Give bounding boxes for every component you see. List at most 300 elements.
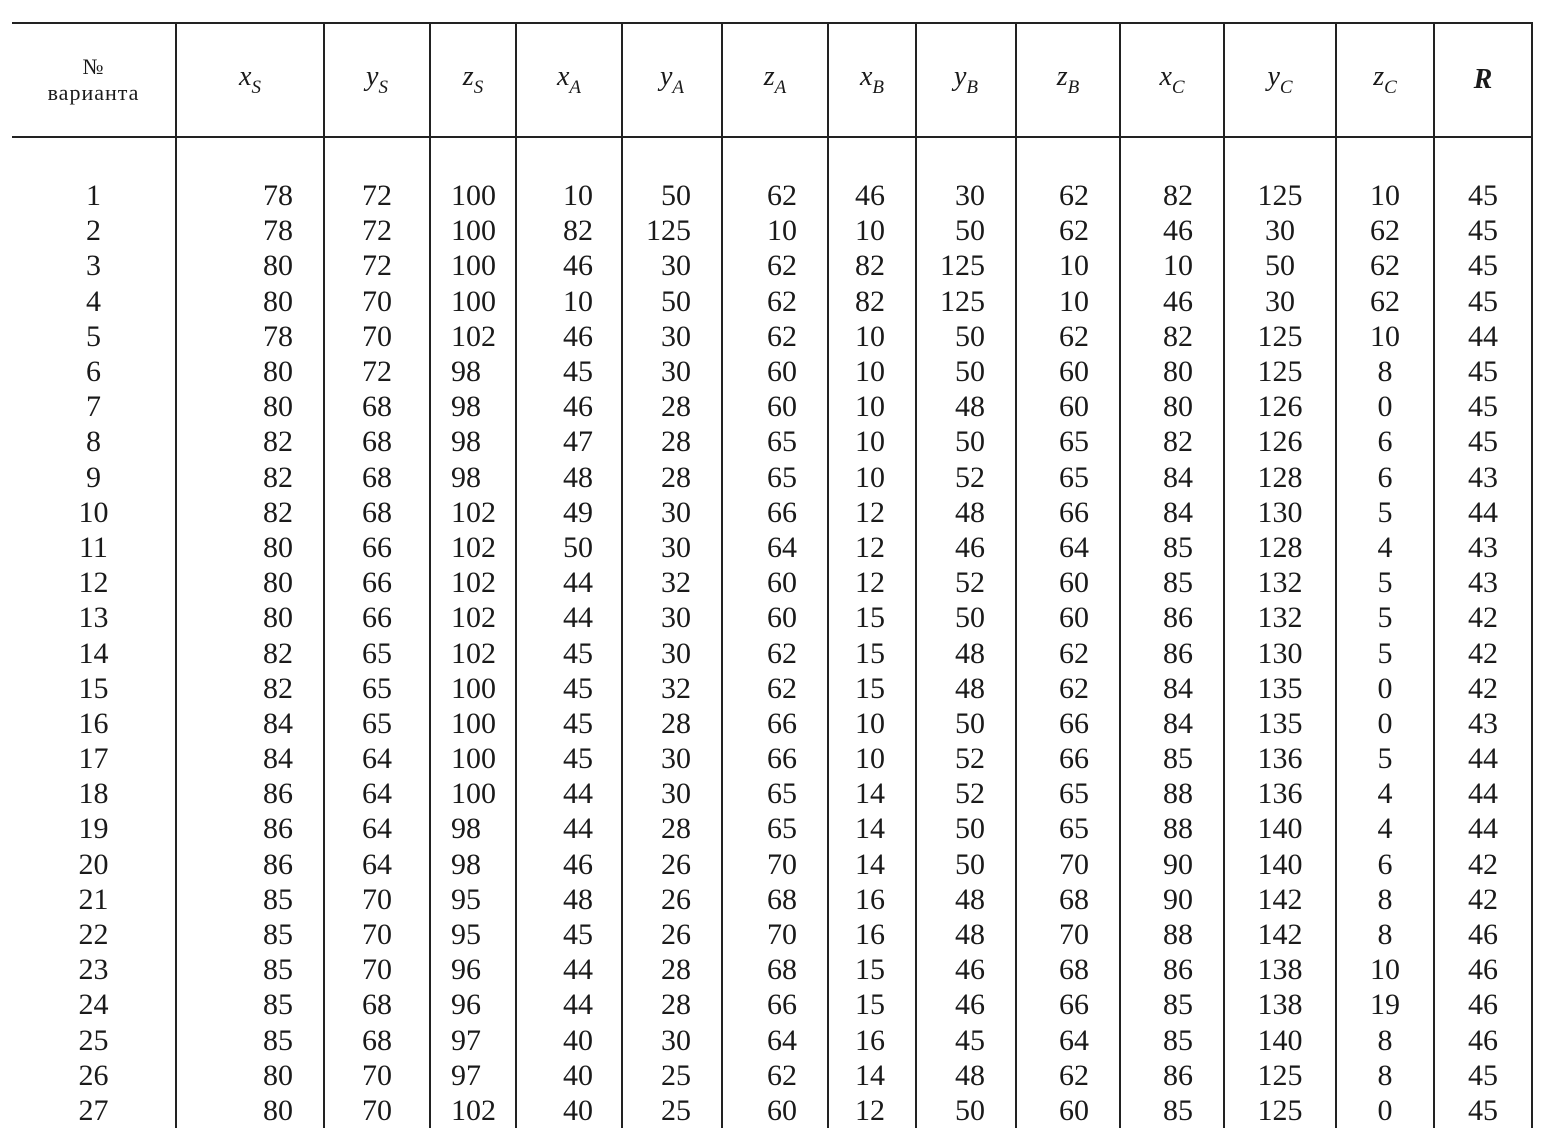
table-cell: 16 bbox=[828, 1023, 916, 1058]
table-cell: 80 bbox=[176, 248, 324, 283]
table-cell: 50 bbox=[516, 530, 622, 565]
table-cell: 70 bbox=[324, 917, 430, 952]
table-cell: 52 bbox=[916, 565, 1016, 600]
table-cell: 15 bbox=[828, 635, 916, 670]
table-cell: 46 bbox=[1434, 987, 1532, 1022]
table-cell: 66 bbox=[722, 495, 828, 530]
table-cell: 126 bbox=[1224, 389, 1336, 424]
table-row bbox=[12, 952, 1532, 987]
table-cell: 128 bbox=[1224, 460, 1336, 495]
table-cell: 85 bbox=[176, 1023, 324, 1058]
table-cell: 52 bbox=[916, 776, 1016, 811]
table-cell: 45 bbox=[1434, 248, 1532, 283]
table-cell: 10 bbox=[516, 284, 622, 319]
table-cell: 64 bbox=[1016, 1023, 1120, 1058]
table-cell: 140 bbox=[1224, 1023, 1336, 1058]
header-subscript: C bbox=[1384, 77, 1397, 98]
table-cell: 10 bbox=[828, 741, 916, 776]
table-cell: 10 bbox=[722, 213, 828, 248]
table-cell: 65 bbox=[1016, 424, 1120, 459]
table-cell: 6 bbox=[1336, 460, 1434, 495]
table-cell: 32 bbox=[622, 565, 722, 600]
table-cell: 45 bbox=[1434, 389, 1532, 424]
table-cell: 42 bbox=[1434, 635, 1532, 670]
table-cell: 60 bbox=[1016, 565, 1120, 600]
table-cell: 10 bbox=[1336, 137, 1434, 213]
table-cell: 80 bbox=[176, 354, 324, 389]
table-cell: 96 bbox=[430, 987, 516, 1022]
table-cell: 50 bbox=[916, 600, 1016, 635]
table-cell: 62 bbox=[1016, 213, 1120, 248]
table-cell: 70 bbox=[324, 319, 430, 354]
header-symbol: y bbox=[1267, 61, 1280, 92]
table-cell: 14 bbox=[828, 847, 916, 882]
table-cell: 128 bbox=[1224, 530, 1336, 565]
table-cell: 65 bbox=[722, 424, 828, 459]
table-cell: 46 bbox=[916, 530, 1016, 565]
table-row bbox=[12, 600, 1532, 635]
table-cell: 62 bbox=[1336, 284, 1434, 319]
table-cell: 142 bbox=[1224, 917, 1336, 952]
table-cell: 62 bbox=[722, 248, 828, 283]
table-cell: 50 bbox=[916, 354, 1016, 389]
header-symbol: R bbox=[1473, 64, 1493, 95]
table-cell: 66 bbox=[324, 530, 430, 565]
table-cell: 86 bbox=[176, 776, 324, 811]
table-cell: 125 bbox=[1224, 1093, 1336, 1128]
table-cell: 135 bbox=[1224, 671, 1336, 706]
header-zc bbox=[1336, 23, 1434, 137]
table-cell: 0 bbox=[1336, 671, 1434, 706]
variant-number-cell: 19 bbox=[78, 812, 109, 846]
table-cell: 82 bbox=[176, 460, 324, 495]
table-row bbox=[12, 213, 1532, 248]
table-cell: 70 bbox=[324, 882, 430, 917]
table-cell: 8 bbox=[1336, 354, 1434, 389]
table-cell: 60 bbox=[722, 1093, 828, 1128]
table-row bbox=[12, 847, 1532, 882]
header-subscript: B bbox=[872, 77, 885, 98]
table-cell: 90 bbox=[1120, 847, 1224, 882]
table-cell: 5 bbox=[1336, 600, 1434, 635]
variant-number-cell: 17 bbox=[78, 742, 109, 776]
table-cell: 6 bbox=[1336, 424, 1434, 459]
table-cell: 80 bbox=[176, 284, 324, 319]
table-cell: 48 bbox=[516, 882, 622, 917]
table-cell: 60 bbox=[1016, 389, 1120, 424]
table-cell: 45 bbox=[1434, 1093, 1532, 1128]
table-cell: 40 bbox=[516, 1058, 622, 1093]
table-cell: 135 bbox=[1224, 706, 1336, 741]
table-row bbox=[12, 671, 1532, 706]
table-cell: 26 bbox=[622, 847, 722, 882]
table-cell: 30 bbox=[622, 1023, 722, 1058]
table-cell: 82 bbox=[828, 284, 916, 319]
table-cell: 44 bbox=[1434, 741, 1532, 776]
variant-number-cell: 13 bbox=[78, 601, 109, 635]
table-cell: 85 bbox=[1120, 530, 1224, 565]
variant-number-cell: 4 bbox=[86, 284, 101, 318]
table-cell: 66 bbox=[324, 565, 430, 600]
header-xs bbox=[176, 23, 324, 137]
table-cell: 48 bbox=[916, 635, 1016, 670]
table-cell: 85 bbox=[176, 952, 324, 987]
table-row bbox=[12, 706, 1532, 741]
table-cell: 30 bbox=[622, 248, 722, 283]
table-cell: 65 bbox=[722, 460, 828, 495]
table-cell: 4 bbox=[1336, 530, 1434, 565]
table-cell: 45 bbox=[1434, 213, 1532, 248]
table-cell: 10 bbox=[1336, 319, 1434, 354]
table-cell: 45 bbox=[1434, 1058, 1532, 1093]
header-xc bbox=[1120, 23, 1224, 137]
table-cell: 86 bbox=[1120, 952, 1224, 987]
table-row bbox=[12, 137, 1532, 213]
table-cell: 44 bbox=[516, 776, 622, 811]
table-cell: 28 bbox=[622, 424, 722, 459]
header-symbol: y bbox=[366, 61, 379, 92]
table-cell: 72 bbox=[324, 137, 430, 213]
table-cell: 66 bbox=[324, 600, 430, 635]
table-cell: 62 bbox=[1336, 213, 1434, 248]
variant-number-cell: 5 bbox=[86, 319, 101, 353]
table-cell: 66 bbox=[722, 987, 828, 1022]
table-cell: 72 bbox=[324, 248, 430, 283]
table-cell: 44 bbox=[516, 600, 622, 635]
variant-number-cell: 16 bbox=[78, 706, 109, 740]
table-cell: 12 bbox=[828, 530, 916, 565]
table-cell: 70 bbox=[324, 284, 430, 319]
table-cell: 44 bbox=[516, 811, 622, 846]
table-cell: 62 bbox=[722, 319, 828, 354]
table-cell: 70 bbox=[1016, 917, 1120, 952]
table-cell: 30 bbox=[1224, 284, 1336, 319]
table-cell: 12 bbox=[828, 1093, 916, 1128]
variant-number-cell: 23 bbox=[78, 953, 109, 987]
table-cell: 28 bbox=[622, 460, 722, 495]
table-cell: 44 bbox=[516, 952, 622, 987]
table-cell: 72 bbox=[324, 354, 430, 389]
table-cell: 30 bbox=[622, 530, 722, 565]
header-subscript: S bbox=[378, 77, 388, 98]
table-cell: 80 bbox=[176, 389, 324, 424]
table-cell: 65 bbox=[324, 671, 430, 706]
table-cell: 46 bbox=[1120, 213, 1224, 248]
header-symbol: z bbox=[763, 61, 775, 92]
table-cell: 78 bbox=[176, 137, 324, 213]
table-cell: 62 bbox=[722, 1058, 828, 1093]
table-cell: 65 bbox=[1016, 811, 1120, 846]
header-xa bbox=[516, 23, 622, 137]
table-cell: 10 bbox=[516, 137, 622, 213]
table-cell: 66 bbox=[1016, 741, 1120, 776]
table-cell: 132 bbox=[1224, 600, 1336, 635]
table-cell: 30 bbox=[622, 635, 722, 670]
table-cell: 45 bbox=[1434, 424, 1532, 459]
header-subscript: S bbox=[473, 77, 484, 98]
variant-number-cell: 7 bbox=[86, 390, 101, 424]
table-cell: 30 bbox=[622, 600, 722, 635]
table-cell: 8 bbox=[1336, 1023, 1434, 1058]
table-cell: 66 bbox=[1016, 706, 1120, 741]
table-cell: 48 bbox=[916, 389, 1016, 424]
table-cell: 40 bbox=[516, 1023, 622, 1058]
table-cell: 82 bbox=[1120, 319, 1224, 354]
table-row bbox=[12, 354, 1532, 389]
table-cell: 30 bbox=[622, 776, 722, 811]
table-cell: 5 bbox=[1336, 741, 1434, 776]
table-cell: 70 bbox=[324, 952, 430, 987]
header-ya bbox=[622, 23, 722, 137]
table-cell: 64 bbox=[324, 741, 430, 776]
table-cell: 10 bbox=[1336, 952, 1434, 987]
table-cell: 102 bbox=[430, 600, 516, 635]
table-cell: 72 bbox=[324, 213, 430, 248]
variant-number-cell: 27 bbox=[78, 1093, 109, 1127]
table-row bbox=[12, 460, 1532, 495]
table-cell: 82 bbox=[516, 213, 622, 248]
variant-number-cell: 9 bbox=[86, 460, 101, 494]
table-cell: 10 bbox=[828, 424, 916, 459]
table-cell: 138 bbox=[1224, 952, 1336, 987]
table-cell: 66 bbox=[1016, 987, 1120, 1022]
table-cell: 10 bbox=[828, 389, 916, 424]
table-cell: 30 bbox=[622, 319, 722, 354]
table-row bbox=[12, 987, 1532, 1022]
table-row bbox=[12, 319, 1532, 354]
table-cell: 102 bbox=[430, 495, 516, 530]
header-r bbox=[1434, 23, 1532, 137]
table-cell: 60 bbox=[1016, 354, 1120, 389]
table-cell: 66 bbox=[1016, 495, 1120, 530]
table-cell: 86 bbox=[1120, 600, 1224, 635]
table-cell: 46 bbox=[1434, 952, 1532, 987]
table-cell: 42 bbox=[1434, 671, 1532, 706]
table-cell: 50 bbox=[916, 706, 1016, 741]
table-row bbox=[12, 635, 1532, 670]
table-cell: 66 bbox=[722, 741, 828, 776]
table-cell: 85 bbox=[176, 917, 324, 952]
table-cell: 65 bbox=[1016, 776, 1120, 811]
header-subscript: C bbox=[1279, 77, 1293, 98]
table-cell: 98 bbox=[430, 847, 516, 882]
table-cell: 45 bbox=[916, 1023, 1016, 1058]
table-cell: 49 bbox=[516, 495, 622, 530]
table-cell: 50 bbox=[916, 811, 1016, 846]
table-cell: 140 bbox=[1224, 847, 1336, 882]
table-cell: 62 bbox=[1016, 635, 1120, 670]
header-symbol: x bbox=[859, 61, 873, 92]
table-cell: 48 bbox=[916, 917, 1016, 952]
variant-number-cell: 15 bbox=[78, 671, 109, 705]
table-cell: 95 bbox=[430, 882, 516, 917]
table-cell: 43 bbox=[1434, 706, 1532, 741]
variant-number-cell: 14 bbox=[78, 636, 109, 670]
header-symbol: z bbox=[1373, 61, 1385, 92]
variant-number-cell: 1 bbox=[86, 179, 101, 213]
table-cell: 97 bbox=[430, 1023, 516, 1058]
table-cell: 46 bbox=[1120, 284, 1224, 319]
table-cell: 82 bbox=[176, 635, 324, 670]
table-cell: 85 bbox=[1120, 565, 1224, 600]
table-cell: 140 bbox=[1224, 811, 1336, 846]
table-cell: 62 bbox=[722, 284, 828, 319]
table-cell: 10 bbox=[828, 460, 916, 495]
table-cell: 42 bbox=[1434, 882, 1532, 917]
table-row bbox=[12, 565, 1532, 600]
table-cell: 100 bbox=[430, 284, 516, 319]
header-yb bbox=[916, 23, 1016, 137]
table-cell: 80 bbox=[176, 1058, 324, 1093]
table-cell: 82 bbox=[1120, 137, 1224, 213]
table-cell: 68 bbox=[1016, 882, 1120, 917]
table-cell: 26 bbox=[622, 917, 722, 952]
table-cell: 28 bbox=[622, 952, 722, 987]
table-cell: 42 bbox=[1434, 600, 1532, 635]
header-subscript: A bbox=[569, 77, 582, 98]
table-cell: 80 bbox=[176, 565, 324, 600]
table-cell: 28 bbox=[622, 987, 722, 1022]
table-cell: 26 bbox=[622, 882, 722, 917]
table-cell: 30 bbox=[622, 741, 722, 776]
table-cell: 43 bbox=[1434, 530, 1532, 565]
table-cell: 100 bbox=[430, 706, 516, 741]
variant-number-cell: 11 bbox=[79, 530, 108, 564]
table-cell: 10 bbox=[1120, 248, 1224, 283]
header-variant-label: варианта bbox=[47, 80, 140, 105]
table-cell: 82 bbox=[1120, 424, 1224, 459]
table-cell: 98 bbox=[430, 389, 516, 424]
table-cell: 98 bbox=[430, 424, 516, 459]
header-subscript: A bbox=[774, 77, 787, 98]
header-zs bbox=[430, 23, 516, 137]
table-cell: 95 bbox=[430, 917, 516, 952]
table-cell: 78 bbox=[176, 213, 324, 248]
table-cell: 15 bbox=[828, 671, 916, 706]
table-cell: 64 bbox=[324, 847, 430, 882]
table-row bbox=[12, 741, 1532, 776]
table-cell: 0 bbox=[1336, 1093, 1434, 1128]
table-cell: 60 bbox=[722, 565, 828, 600]
table-cell: 46 bbox=[516, 847, 622, 882]
table-cell: 102 bbox=[430, 319, 516, 354]
table-cell: 85 bbox=[176, 987, 324, 1022]
table-cell: 45 bbox=[516, 706, 622, 741]
table-cell: 64 bbox=[722, 530, 828, 565]
table-row bbox=[12, 495, 1532, 530]
table-cell: 16 bbox=[828, 882, 916, 917]
table-cell: 98 bbox=[430, 354, 516, 389]
header-za bbox=[722, 23, 828, 137]
table-cell: 70 bbox=[722, 847, 828, 882]
table-cell: 70 bbox=[324, 1058, 430, 1093]
variant-number-cell: 24 bbox=[78, 988, 109, 1022]
table-cell: 30 bbox=[1224, 213, 1336, 248]
table-cell: 44 bbox=[1434, 319, 1532, 354]
variant-number-cell: 10 bbox=[78, 495, 109, 529]
table-cell: 50 bbox=[916, 847, 1016, 882]
table-cell: 65 bbox=[324, 706, 430, 741]
table-cell: 125 bbox=[1224, 137, 1336, 213]
table-cell: 52 bbox=[916, 460, 1016, 495]
table-cell: 138 bbox=[1224, 987, 1336, 1022]
table-cell: 15 bbox=[828, 952, 916, 987]
table-cell: 125 bbox=[916, 248, 1016, 283]
header-subscript: S bbox=[251, 77, 261, 98]
table-row bbox=[12, 917, 1532, 952]
header-symbol: y bbox=[659, 61, 673, 92]
table-cell: 52 bbox=[916, 741, 1016, 776]
table-cell: 45 bbox=[516, 741, 622, 776]
table-cell: 28 bbox=[622, 389, 722, 424]
table-cell: 96 bbox=[430, 952, 516, 987]
header-variant-number bbox=[12, 23, 176, 137]
table-cell: 8 bbox=[1336, 917, 1434, 952]
table-cell: 14 bbox=[828, 1058, 916, 1093]
variant-number-cell: 6 bbox=[86, 355, 101, 389]
table-cell: 62 bbox=[722, 671, 828, 706]
table-cell: 12 bbox=[828, 565, 916, 600]
table-cell: 68 bbox=[722, 952, 828, 987]
table-cell: 50 bbox=[1224, 248, 1336, 283]
table-cell: 15 bbox=[828, 600, 916, 635]
table-cell: 45 bbox=[1434, 284, 1532, 319]
table-cell: 80 bbox=[1120, 354, 1224, 389]
variant-number-cell: 22 bbox=[78, 918, 109, 952]
table-cell: 64 bbox=[1016, 530, 1120, 565]
variants-table-sheet bbox=[12, 22, 1532, 1132]
table-cell: 125 bbox=[1224, 1058, 1336, 1093]
header-symbol: z bbox=[462, 61, 474, 92]
table-cell: 30 bbox=[622, 495, 722, 530]
table-header-row bbox=[12, 23, 1532, 137]
table-row bbox=[12, 1093, 1532, 1128]
table-cell: 4 bbox=[1336, 776, 1434, 811]
table-cell: 8 bbox=[1336, 1058, 1434, 1093]
table-row bbox=[12, 1058, 1532, 1093]
table-cell: 65 bbox=[722, 776, 828, 811]
table-cell: 125 bbox=[1224, 354, 1336, 389]
table-cell: 10 bbox=[828, 706, 916, 741]
variant-number-cell: 26 bbox=[78, 1058, 109, 1092]
table-cell: 88 bbox=[1120, 811, 1224, 846]
table-cell: 82 bbox=[176, 671, 324, 706]
header-subscript: B bbox=[966, 77, 979, 98]
table-cell: 10 bbox=[1016, 248, 1120, 283]
table-cell: 10 bbox=[828, 319, 916, 354]
header-yc bbox=[1224, 23, 1336, 137]
table-cell: 86 bbox=[1120, 1058, 1224, 1093]
table-cell: 65 bbox=[1016, 460, 1120, 495]
table-cell: 132 bbox=[1224, 565, 1336, 600]
table-cell: 50 bbox=[622, 137, 722, 213]
table-cell: 97 bbox=[430, 1058, 516, 1093]
table-cell: 14 bbox=[828, 811, 916, 846]
table-cell: 125 bbox=[1224, 319, 1336, 354]
table-cell: 0 bbox=[1336, 706, 1434, 741]
table-cell: 102 bbox=[430, 530, 516, 565]
table-cell: 48 bbox=[516, 460, 622, 495]
table-cell: 62 bbox=[722, 137, 828, 213]
table-cell: 25 bbox=[622, 1058, 722, 1093]
table-cell: 68 bbox=[324, 460, 430, 495]
table-cell: 50 bbox=[622, 284, 722, 319]
variant-number-cell: 18 bbox=[78, 777, 109, 811]
table-cell: 62 bbox=[1016, 137, 1120, 213]
table-cell: 68 bbox=[324, 495, 430, 530]
table-cell: 68 bbox=[324, 987, 430, 1022]
table-cell: 65 bbox=[324, 635, 430, 670]
